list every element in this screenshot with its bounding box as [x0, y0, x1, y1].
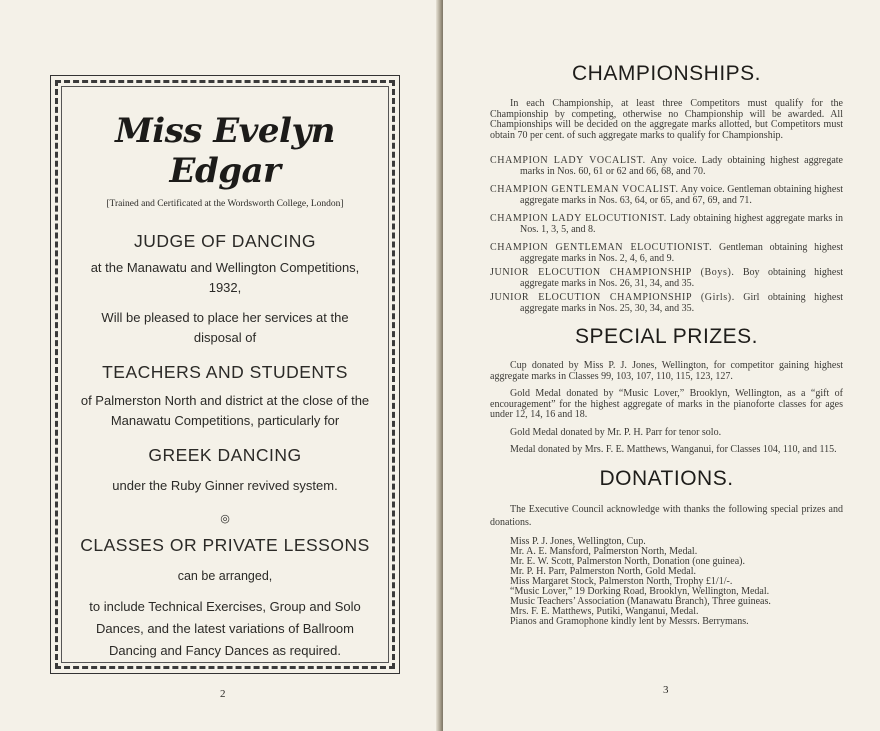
heading-judge-of-dancing: JUDGE OF DANCING — [133, 231, 317, 251]
donations-list — [510, 537, 843, 627]
special-prize-item: Gold Medal donated by Mr. P. H. Parr for tenor solo. — [510, 426, 722, 438]
championships-title: CHAMPIONSHIPS. — [571, 62, 762, 85]
championship-text: Any voice. Gentleman obtaining highest aggregate marks in Nos. 63, 64, or 65, and 67, 69, and 71. — [520, 184, 843, 206]
competitions-text: at the Manawatu and Wellington Competitions, 1932, — [90, 260, 360, 295]
donation-item: Miss P. J. Jones, Wellington, Cup. — [510, 535, 646, 547]
special-prizes-title: SPECIAL PRIZES. — [575, 325, 758, 348]
championship-text: Any voice. Lady obtaining highest aggregate marks in Nos. 60, 61 or 62 and 66, 68, and 70. — [520, 155, 843, 177]
right-page — [443, 0, 880, 731]
championship-text: Boy obtaining highest aggregate marks in Nos. 26, 31, 34, and 35. — [520, 267, 843, 289]
championship-item — [490, 185, 843, 206]
special-prize-item: Medal donated by Mrs. F. E. Matthews, Wanganui, for Classes 104, 110, and 115. — [510, 444, 837, 455]
donation-item: Pianos and Gramophone kindly lent by Messrs. Berrymans. — [510, 615, 749, 627]
ornament-icon: ◎ — [220, 513, 230, 525]
championship-lead: JUNIOR ELOCUTION CHAMPIONSHIP (Girls). — [490, 292, 735, 303]
championship-item — [490, 214, 843, 235]
donation-item: Mr. E. W. Scott, Palmerston North, Donation (one guinea). — [510, 555, 745, 567]
page-number-right: 3 — [663, 684, 669, 696]
services-text: Will be pleased to place her services at the disposal of — [101, 310, 349, 345]
heading-teachers-students: TEACHERS AND STUDENTS — [102, 362, 348, 382]
championships-intro: In each Championship, at least three Competitors must qualify for the Championship by competing, otherwise no Championship will be awarded. All Championships will be decided on the aggregate marks allotted, but Competitors must obtain 70 per cent. of such aggregate marks to qualify for Championship. — [490, 98, 843, 141]
championship-lead: JUNIOR ELOCUTION CHAMPIONSHIP (Boys). — [490, 267, 735, 278]
championship-item — [490, 293, 843, 314]
heading-classes-lessons: CLASSES OR PRIVATE LESSONS — [80, 535, 370, 555]
championship-text: Gentleman obtaining highest aggregate marks in Nos. 2, 4, 6, and 9. — [520, 242, 843, 264]
donation-item: Music Teachers’ Association (Manawatu Branch), Three guineas. — [510, 595, 771, 607]
championship-lead: CHAMPION GENTLEMAN VOCALIST. — [490, 184, 679, 195]
system-text: under the Ruby Ginner revived system. — [112, 478, 338, 493]
training-note: [Trained and Certificated at the Wordsworth College, London] — [106, 199, 344, 209]
championship-text: Lady obtaining highest aggregate marks in Nos. 1, 3, 5, and 8. — [520, 213, 843, 235]
advertisement-frame — [50, 75, 400, 674]
championship-item — [490, 156, 843, 177]
donations-title: DONATIONS. — [599, 466, 734, 490]
donation-item: “Music Lover,” 19 Dorking Road, Brooklyn, Wellington, Medal. — [510, 585, 770, 597]
special-prize-item: Cup donated by Miss P. J. Jones, Wellington, for competitor gaining highest aggregate marks in Classes 99, 103, 107, 110, 115, 123, 127. — [490, 360, 843, 382]
decorative-border — [55, 80, 395, 669]
page-number-left: 2 — [220, 688, 226, 700]
arranged-text: can be arranged, — [177, 569, 273, 583]
advertiser-name: Miss Evelyn Edgar — [115, 111, 335, 191]
donation-item: Mrs. F. E. Matthews, Putiki, Wanganui, Medal. — [510, 605, 699, 617]
championship-item — [490, 268, 843, 289]
donation-item: Mr. P. H. Parr, Palmerston North, Gold Medal. — [510, 565, 696, 577]
district-text: of Palmerston North and district at the close of the Manawatu Competitions, particularly for — [80, 393, 370, 428]
championship-lead: CHAMPION LADY VOCALIST. — [490, 155, 646, 166]
championship-lead: CHAMPION GENTLEMAN ELOCUTIONIST. — [490, 242, 713, 253]
championship-item — [490, 243, 843, 264]
championship-text: Girl obtaining highest aggregate marks in Nos. 25, 30, 34, and 35. — [520, 292, 843, 314]
donation-item: Miss Margaret Stock, Palmerston North, Trophy £1/1/-. — [510, 575, 733, 587]
lessons-text: to include Technical Exercises, Group and Solo Dances, and the latest variations of Ballroom Dancing and Fancy Dances as required. — [89, 599, 361, 658]
championship-lead: CHAMPION LADY ELOCUTIONIST. — [490, 213, 667, 224]
advertisement-content — [61, 86, 389, 663]
donation-item: Mr. A. E. Mansford, Palmerston North, Medal. — [510, 545, 698, 557]
donations-intro: The Executive Council acknowledge with thanks the following special prizes and donations. — [490, 503, 843, 528]
right-column — [490, 62, 843, 627]
heading-greek-dancing: GREEK DANCING — [148, 445, 302, 465]
special-prize-item: Gold Medal donated by “Music Lover,” Brooklyn, Wellington, as a “gift of encouragement” for the highest aggregate of marks in the pianoforte classes for ages under 12, 14, 16 and 18. — [490, 388, 843, 420]
